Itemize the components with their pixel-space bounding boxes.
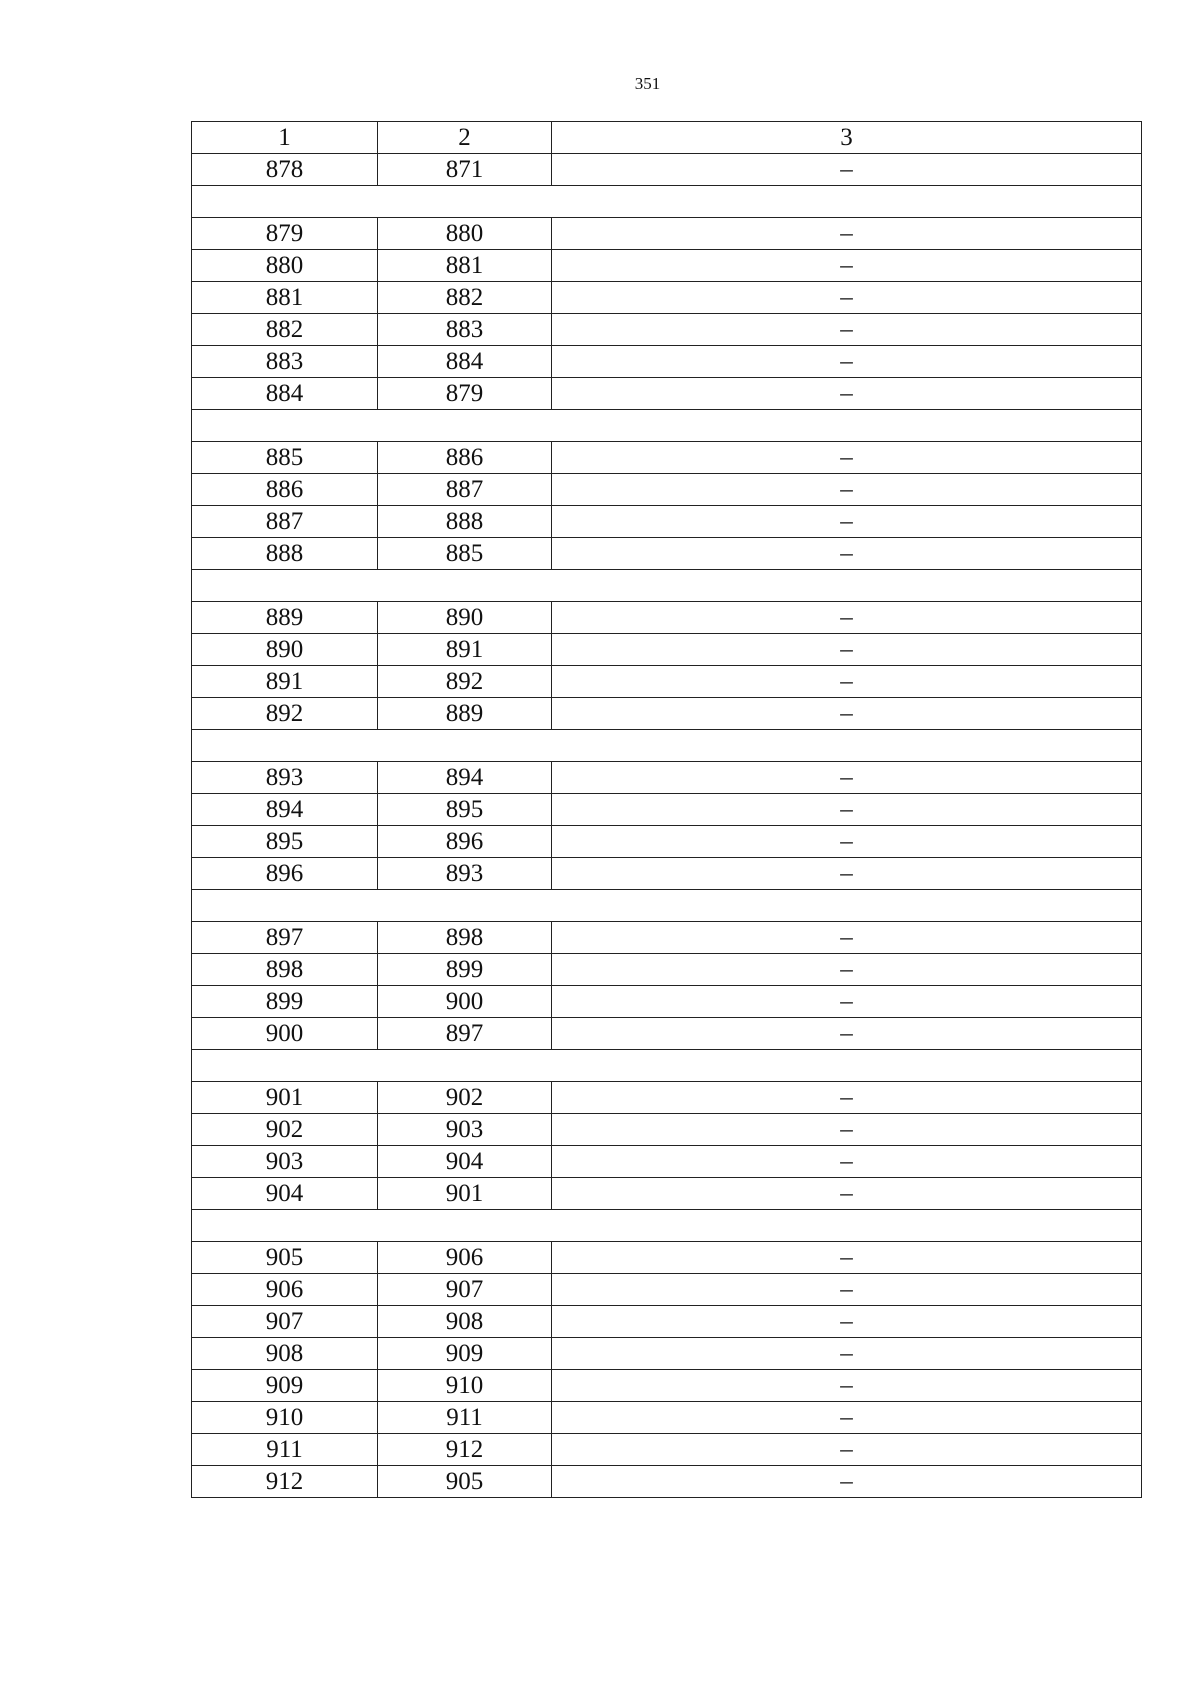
table-row xyxy=(192,474,1142,506)
table-cell-col-1: 911 xyxy=(192,1434,378,1466)
table-cell-col-3: – xyxy=(552,666,1142,698)
header-row xyxy=(192,122,1142,154)
table-cell-col-3: – xyxy=(552,538,1142,570)
table-cell-col-3: – xyxy=(552,602,1142,634)
table-row xyxy=(192,250,1142,282)
table-cell-col-3: – xyxy=(552,986,1142,1018)
table-cell-col-1: 905 xyxy=(192,1242,378,1274)
table-cell-col-1: 907 xyxy=(192,1306,378,1338)
table-cell-col-3: – xyxy=(552,1370,1142,1402)
table-cell-col-2: 885 xyxy=(378,538,552,570)
table-row xyxy=(192,218,1142,250)
table-cell-col-2: 893 xyxy=(378,858,552,890)
separator-cell xyxy=(192,410,1142,442)
table-cell-col-2: 909 xyxy=(378,1338,552,1370)
table-cell-col-3: – xyxy=(552,1178,1142,1210)
table-cell-col-1: 899 xyxy=(192,986,378,1018)
table-cell-col-2: 903 xyxy=(378,1114,552,1146)
table-cell-col-2: 900 xyxy=(378,986,552,1018)
separator-row xyxy=(192,570,1142,602)
table-row xyxy=(192,1018,1142,1050)
table-row xyxy=(192,346,1142,378)
table-cell-col-1: 901 xyxy=(192,1082,378,1114)
table-cell-col-2: 902 xyxy=(378,1082,552,1114)
separator-cell xyxy=(192,186,1142,218)
table-cell-col-2: 904 xyxy=(378,1146,552,1178)
table-row xyxy=(192,1306,1142,1338)
table-cell-col-2: 871 xyxy=(378,154,552,186)
table-row xyxy=(192,1114,1142,1146)
table-cell-col-2: 898 xyxy=(378,922,552,954)
table-row xyxy=(192,1178,1142,1210)
table-cell-col-2: 901 xyxy=(378,1178,552,1210)
table-cell-col-1: 887 xyxy=(192,506,378,538)
separator-cell xyxy=(192,730,1142,762)
table-cell-col-3: – xyxy=(552,250,1142,282)
table-cell-col-3: – xyxy=(552,1434,1142,1466)
table-cell-col-2: 896 xyxy=(378,826,552,858)
header-cell-2: 2 xyxy=(378,122,552,154)
table-cell-col-2: 889 xyxy=(378,698,552,730)
table-cell-col-1: 886 xyxy=(192,474,378,506)
table-cell-col-2: 879 xyxy=(378,378,552,410)
table-cell-col-3: – xyxy=(552,474,1142,506)
table-row xyxy=(192,666,1142,698)
table-row xyxy=(192,1402,1142,1434)
table-cell-col-2: 907 xyxy=(378,1274,552,1306)
table-cell-col-3: – xyxy=(552,794,1142,826)
table-cell-col-2: 881 xyxy=(378,250,552,282)
table-row xyxy=(192,1242,1142,1274)
table-cell-col-2: 895 xyxy=(378,794,552,826)
table-cell-col-3: – xyxy=(552,634,1142,666)
table-cell-col-1: 890 xyxy=(192,634,378,666)
table-cell-col-2: 906 xyxy=(378,1242,552,1274)
table-cell-col-3: – xyxy=(552,314,1142,346)
table-cell-col-3: – xyxy=(552,762,1142,794)
table-cell-col-3: – xyxy=(552,954,1142,986)
table-cell-col-3: – xyxy=(552,1146,1142,1178)
table-cell-col-3: – xyxy=(552,506,1142,538)
table-row xyxy=(192,858,1142,890)
table-cell-col-2: 882 xyxy=(378,282,552,314)
table-row xyxy=(192,1274,1142,1306)
table-cell-col-1: 897 xyxy=(192,922,378,954)
table-cell-col-3: – xyxy=(552,858,1142,890)
table-cell-col-1: 903 xyxy=(192,1146,378,1178)
table-row xyxy=(192,794,1142,826)
separator-row xyxy=(192,410,1142,442)
table-cell-col-1: 883 xyxy=(192,346,378,378)
table-cell-col-1: 889 xyxy=(192,602,378,634)
table-cell-col-3: – xyxy=(552,1242,1142,1274)
separator-row xyxy=(192,890,1142,922)
table-cell-col-3: – xyxy=(552,1338,1142,1370)
table-cell-col-2: 905 xyxy=(378,1466,552,1498)
table-cell-col-1: 885 xyxy=(192,442,378,474)
separator-cell xyxy=(192,890,1142,922)
table-cell-col-2: 880 xyxy=(378,218,552,250)
table-cell-col-1: 888 xyxy=(192,538,378,570)
table-cell-col-3: – xyxy=(552,922,1142,954)
table-cell-col-2: 899 xyxy=(378,954,552,986)
data-table xyxy=(191,121,1142,1498)
table-cell-col-1: 908 xyxy=(192,1338,378,1370)
table-cell-col-3: – xyxy=(552,442,1142,474)
table-cell-col-1: 893 xyxy=(192,762,378,794)
separator-row xyxy=(192,1210,1142,1242)
table-row xyxy=(192,1434,1142,1466)
table-cell-col-3: – xyxy=(552,378,1142,410)
table-cell-col-3: – xyxy=(552,154,1142,186)
table-cell-col-1: 902 xyxy=(192,1114,378,1146)
table-cell-col-2: 894 xyxy=(378,762,552,794)
table-row xyxy=(192,826,1142,858)
table-cell-col-3: – xyxy=(552,1402,1142,1434)
table-cell-col-2: 897 xyxy=(378,1018,552,1050)
table-row xyxy=(192,602,1142,634)
separator-cell xyxy=(192,1050,1142,1082)
table-cell-col-1: 882 xyxy=(192,314,378,346)
table-cell-col-1: 891 xyxy=(192,666,378,698)
table-cell-col-1: 880 xyxy=(192,250,378,282)
table-cell-col-2: 892 xyxy=(378,666,552,698)
table-row xyxy=(192,506,1142,538)
separator-row xyxy=(192,1050,1142,1082)
table-row xyxy=(192,154,1142,186)
table-cell-col-1: 906 xyxy=(192,1274,378,1306)
header-cell-3: 3 xyxy=(552,122,1142,154)
table-row xyxy=(192,762,1142,794)
table-cell-col-1: 878 xyxy=(192,154,378,186)
table-row xyxy=(192,698,1142,730)
table-cell-col-3: – xyxy=(552,1018,1142,1050)
table-cell-col-1: 894 xyxy=(192,794,378,826)
table-cell-col-1: 904 xyxy=(192,1178,378,1210)
table-cell-col-1: 895 xyxy=(192,826,378,858)
table-cell-col-2: 911 xyxy=(378,1402,552,1434)
separator-row xyxy=(192,186,1142,218)
table-row xyxy=(192,314,1142,346)
table-row xyxy=(192,1370,1142,1402)
table-row xyxy=(192,282,1142,314)
table-cell-col-3: – xyxy=(552,218,1142,250)
table-cell-col-1: 881 xyxy=(192,282,378,314)
table-cell-col-2: 890 xyxy=(378,602,552,634)
table-row xyxy=(192,634,1142,666)
table-cell-col-2: 884 xyxy=(378,346,552,378)
table-cell-col-1: 892 xyxy=(192,698,378,730)
table-cell-col-3: – xyxy=(552,1306,1142,1338)
table-cell-col-2: 888 xyxy=(378,506,552,538)
table-cell-col-3: – xyxy=(552,346,1142,378)
table-cell-col-2: 886 xyxy=(378,442,552,474)
table-row xyxy=(192,1466,1142,1498)
table-cell-col-1: 898 xyxy=(192,954,378,986)
separator-cell xyxy=(192,1210,1142,1242)
table-row xyxy=(192,1146,1142,1178)
table-cell-col-3: – xyxy=(552,698,1142,730)
table-row xyxy=(192,538,1142,570)
table-cell-col-1: 910 xyxy=(192,1402,378,1434)
table-cell-col-3: – xyxy=(552,1466,1142,1498)
table-cell-col-1: 879 xyxy=(192,218,378,250)
table-cell-col-2: 891 xyxy=(378,634,552,666)
separator-cell xyxy=(192,570,1142,602)
table-cell-col-2: 910 xyxy=(378,1370,552,1402)
table-row xyxy=(192,922,1142,954)
page-number: 351 xyxy=(634,74,661,93)
table-cell-col-2: 912 xyxy=(378,1434,552,1466)
table-cell-col-1: 884 xyxy=(192,378,378,410)
table-cell-col-1: 896 xyxy=(192,858,378,890)
table-cell-col-3: – xyxy=(552,282,1142,314)
header-cell-1: 1 xyxy=(192,122,378,154)
table-cell-col-1: 900 xyxy=(192,1018,378,1050)
table-cell-col-1: 909 xyxy=(192,1370,378,1402)
table-cell-col-2: 887 xyxy=(378,474,552,506)
table-row xyxy=(192,1338,1142,1370)
table-row xyxy=(192,986,1142,1018)
table-cell-col-1: 912 xyxy=(192,1466,378,1498)
table-body xyxy=(192,122,1142,1498)
table-cell-col-3: – xyxy=(552,1114,1142,1146)
table-cell-col-2: 883 xyxy=(378,314,552,346)
table-row xyxy=(192,378,1142,410)
table-cell-col-3: – xyxy=(552,1274,1142,1306)
table-cell-col-2: 908 xyxy=(378,1306,552,1338)
table-cell-col-3: – xyxy=(552,826,1142,858)
table-row xyxy=(192,442,1142,474)
table-row xyxy=(192,1082,1142,1114)
table-cell-col-3: – xyxy=(552,1082,1142,1114)
separator-row xyxy=(192,730,1142,762)
table-row xyxy=(192,954,1142,986)
